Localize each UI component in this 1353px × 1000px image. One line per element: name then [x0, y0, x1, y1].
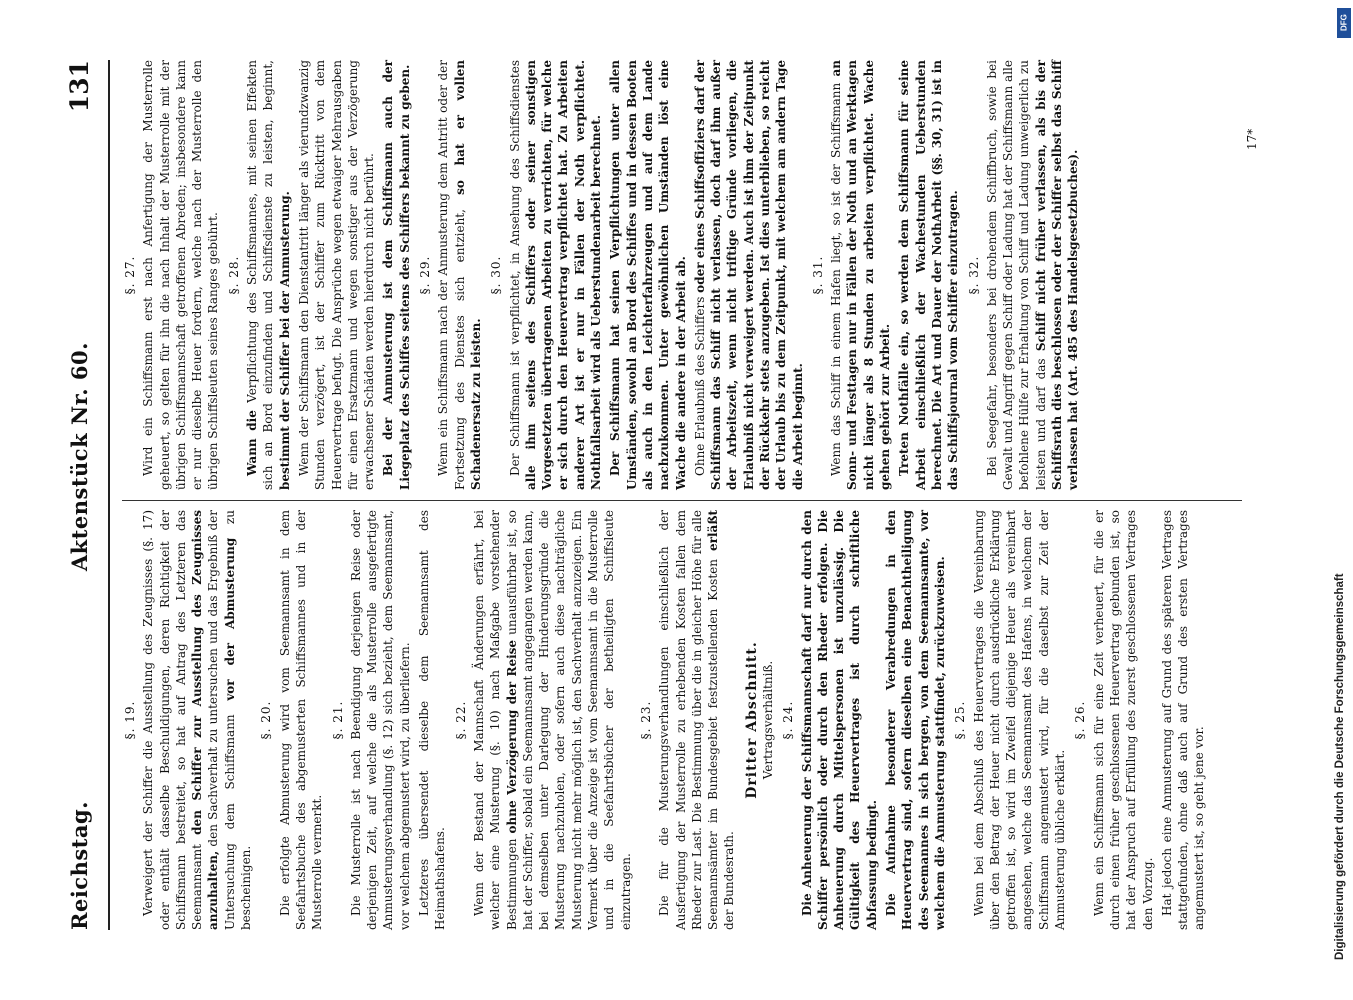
section-28-text-a: Wann die Verpflichtung des Schiffsmannes, mit seinen Effekten sich an Bord einzufinden und Schiffsdienste zu leisten, beginnt, bestimmt der Schiffer bei der Anmusterung. [245, 60, 292, 490]
right-column [118, 60, 1085, 490]
section-30-text-a: Der Schiffsmann ist verpflichtet, in Ansehung des Schiffsdienstes alle ihm seitens des Schiffers oder seiner sonstigen Vorgesetzten übertragenen Arbeiten zu verrichten, für welche er sich durch den Heuervertrag verpflichtet hat. Zu Arbeiten anderer Art ist er nur in Fällen der Noth verpflichtet. Nothfallsarbeit wird als Ueberstundenarbeit berechnet. [507, 60, 604, 490]
section-31-text-a: Wenn das Schiff in einem Hafen liegt, so ist der Schiffsmann an Sonn- und Festtagen nur in Fällen der Noth und an Werktagen nicht länger als 8 Stunden zu arbeiten verpflichtet. Wache gehen gehört zur Arbeit. [829, 60, 893, 490]
abschnitt-subheading: Vertragsverhältniß. [760, 660, 775, 780]
section-22-text: Wenn der Bestand der Mannschaft Änderungen erfährt, bei welcher eine Musterung (§. 10) nach Maßgabe vorstehender Bestimmungen ohne Verzögerung der Reise unausführbar ist, so hat der Schiffer, sobald ein Seemannsamt angegangen werden kann, bei demselben unter Darlegung der Hinderungsgründe die Musterung nachzuholen, oder sofern auch diese nachträgliche Musterung nicht mehr möglich ist, den Sachverhalt anzuzeigen. Ein Vermerk über die Anzeige ist vom Seemannsamt in die Musterrolle und in die Seefahrtsbücher der betheiligten Schiffsleute einzutragen. [471, 509, 633, 930]
section-heading-20: §. 20. [259, 700, 274, 740]
section-29-text: Wenn ein Schiffsmann nach der Anmusterung dem Antritt oder der Fortsetzung des Dienstes sich entzieht, so hat er vollen Schadenersatz zu leisten. [436, 59, 483, 490]
section-21-text-a: Die Musterrolle ist nach Beendigung derjenigen Reise oder derjenigen Zeit, auf welche die als Musterrolle ausgefertigte Anmusterungsverhandlung (§. 12) sich bezieht, dem Seemannsamt, vor welchem abgemustert wird, zu überliefern. [348, 510, 412, 930]
section-26-text-a: Wenn ein Schiffsmann sich für eine Zeit verheuert, für die er durch einen früher geschlossenen Heuervertrag gebunden ist, so hat der Anspruch auf Erfüllung des zuerst geschlossenen Vertrages den Vorzug. [1091, 510, 1155, 930]
section-24-text-a: Die Anheuerung der Schiffsmannschaft darf nur durch den Schiffer persönlich oder durch den Rheder erfolgen. Die Anheuerung durch Mittelspersonen ist unzulässig. Die Gültigkeit des Heuervertrages ist durch schriftliche Abfassung bedingt. [799, 510, 879, 930]
section-heading-31: §. 31. [810, 255, 825, 295]
section-heading-23: §. 23. [638, 700, 653, 740]
section-31-text-b: Treten Nothfälle ein, so werden dem Schiffsmann für seine Arbeit einschließlich der Wachestunden Ueberstunden berechnet. Die Art und Dauer der NothArbeit (§§. 30, 31) ist in das Schiffsjournal vom Schiffer einzutragen. [897, 60, 961, 490]
section-heading-30: §. 30. [489, 255, 504, 295]
section-25-text: Wenn bei dem Abschluß des Heuervertrages die Vereinbarung über den Betrag der Heuer nicht durch ausdrückliche Erklärung getroffen ist, so wird im Zweifel diejenige Heuer als vereinbart angesehen, welche das Seemannsamt des Hafens, in welchem der Schiffsmann angemustert wird, für die daselbst zur Zeit der Anmusterung übliche erklärt. [971, 510, 1068, 930]
dfg-logo-icon: DFG [1337, 8, 1351, 38]
section-heading-26: §. 26. [1073, 700, 1088, 740]
header-left: Reichstag. [66, 801, 92, 930]
signature-mark: 17* [1245, 128, 1259, 150]
rotated-page [50, 0, 1295, 1000]
section-20-text: Die erfolgte Abmusterung wird vom Seemannsamt in dem Seefahrtsbuche des abgemusterten Schiffsmannes und in der Musterrolle vermerkt. [277, 510, 325, 930]
section-heading-32: §. 32. [966, 255, 981, 295]
section-heading-29: §. 29. [418, 255, 433, 295]
abschnitt-heading: Dritter Abschnitt. [743, 641, 760, 799]
section-heading-21: §. 21. [330, 700, 345, 740]
page-header [50, 60, 110, 930]
credit-strip [1325, 0, 1353, 1000]
section-heading-28: §. 28. [226, 255, 241, 295]
section-19-text: Verweigert der Schiffer die Ausstellung des Zeugnisses (§. 17) oder enthält dasselbe Beschuldigungen, deren Richtigkeit der Schiffsmann bestreitet, so hat auf Antrag des Letzteren das Seemannsamt den Schiffer zur Ausstellung des Zeugnisses anzuhalten, den Sachverhalt zu untersuchen und das Ergebniß der Untersuchung dem Schiffsmann vor der Abmusterung zu bescheinigen. [141, 510, 254, 930]
section-28-text-c: Bei der Anmusterung ist dem Schiffsmann auch der Liegeplatz des Schiffes seitens des Schiffers bekannt zu geben. [381, 60, 412, 490]
section-heading-27: §. 27. [123, 255, 137, 295]
section-21-text-b: Letzteres übersendet dieselbe dem Seemannsamt des Heimathshafens. [417, 510, 448, 930]
section-heading-25: §. 25. [953, 700, 968, 740]
section-26-text-b: Hat jedoch eine Anmusterung auf Grund des späteren Vertrages stattgefunden, ohne daß auch auf Grund des ersten Vertrages angemustert ist, so geht jene vor. [1159, 510, 1207, 930]
section-32-text: Bei Seegefahr, besonders bei drohendem Schiffbruch, sowie bei Gewalt und Angriff gegen Schiff oder Ladung hat der Schiffsmann alle befohlene Hülfe zur Erhaltung von Schiff und Ladung unweigerlich zu leisten und darf das Schiff nicht früher verlassen, als bis der Schiffsrath dies beschlossen oder der Schiffer selbst das Schiff verlassen hat (Art. 485 des Handelsgesetzbuches). [984, 60, 1081, 490]
section-23-text: Die für die Musterungsverhandlungen einschließlich der Ausfertigung der Musterrolle zu erhebenden Kosten fallen dem Rheder zur Last. Die Bestimmung über die in gleicher Höhe für alle Seemannsämter im Bundesgebiet festzustellenden Kosten erläßt der Bundesrath. [657, 510, 737, 930]
left-column [118, 510, 1211, 930]
section-28-text-b: Wenn der Schiffsmann den Dienstantritt länger als vierundzwanzig Stunden verzögert, ist der Schiffer zum Rücktritt von dem Heuervertrage befugt. Die Ansprüche wegen etwaiger Mehrausgaben für einen Ersatzmann und wegen sonstiger aus der Verzögerung erwachsener Schäden werden hierdurch nicht berührt. [296, 60, 377, 490]
section-30-text-b: Der Schiffsmann hat seinen Verpflichtungen unter allen Umständen, sowohl an Bord des Schiffes und in dessen Booten als auch in den Leichterfahrzeugen und auf dem Lande nachzukommen. Unter gewöhnlichen Umständen löst eine Wache die andere in der Arbeit ab. [608, 60, 688, 490]
section-heading-22: §. 22. [453, 700, 468, 740]
header-center: Aktenstück Nr. 60. [66, 342, 92, 572]
page-number: 131 [64, 60, 94, 113]
section-heading-24: §. 24. [781, 700, 796, 740]
section-30-text-c: Ohne Erlaubniß des Schiffers oder eines Schiffsoffiziers darf der Schiffsmann das Schiff nicht verlassen, doch darf ihm außer der Arbeitszeit, wenn nicht triftige Gründe vorliegen, die Erlaubniß nicht verweigert werden. Auch ist ihm der Zeitpunkt der Rückkehr stets anzugeben. Ist dies unterblieben, so reicht der Urlaub bis zu dem Zeitpunkt, mit welchem am andern Tage die Arbeit beginnt. [692, 60, 805, 490]
section-27-text: Wird ein Schiffsmann erst nach Anfertigung der Musterrolle geheuert, so gelten für ihn die nach Inhalt der Musterrolle mit der übrigen Schiffsmannschaft getroffenen Abreden; insbesondere kann er nur dieselbe Heuer fordern, welche nach der Musterrolle den übrigen Schiffsleuten seines Ranges gebührt. [141, 60, 221, 490]
section-heading-19: §. 19. [123, 700, 137, 740]
credit-text: Digitalisierung gefördert durch die Deutsche Forschungsgemeinschaft [1334, 573, 1346, 960]
column-divider [122, 500, 1242, 501]
section-24-text-b: Die Aufnahme besonderer Verabredungen in den Heuervertrag sind, sofern dieselben eine Benachtheiligung des Seemannes in sich bergen, von dem Seemannsamte, vor welchem die Anmusterung stattfindet, zurückzuweisen. [884, 510, 947, 930]
